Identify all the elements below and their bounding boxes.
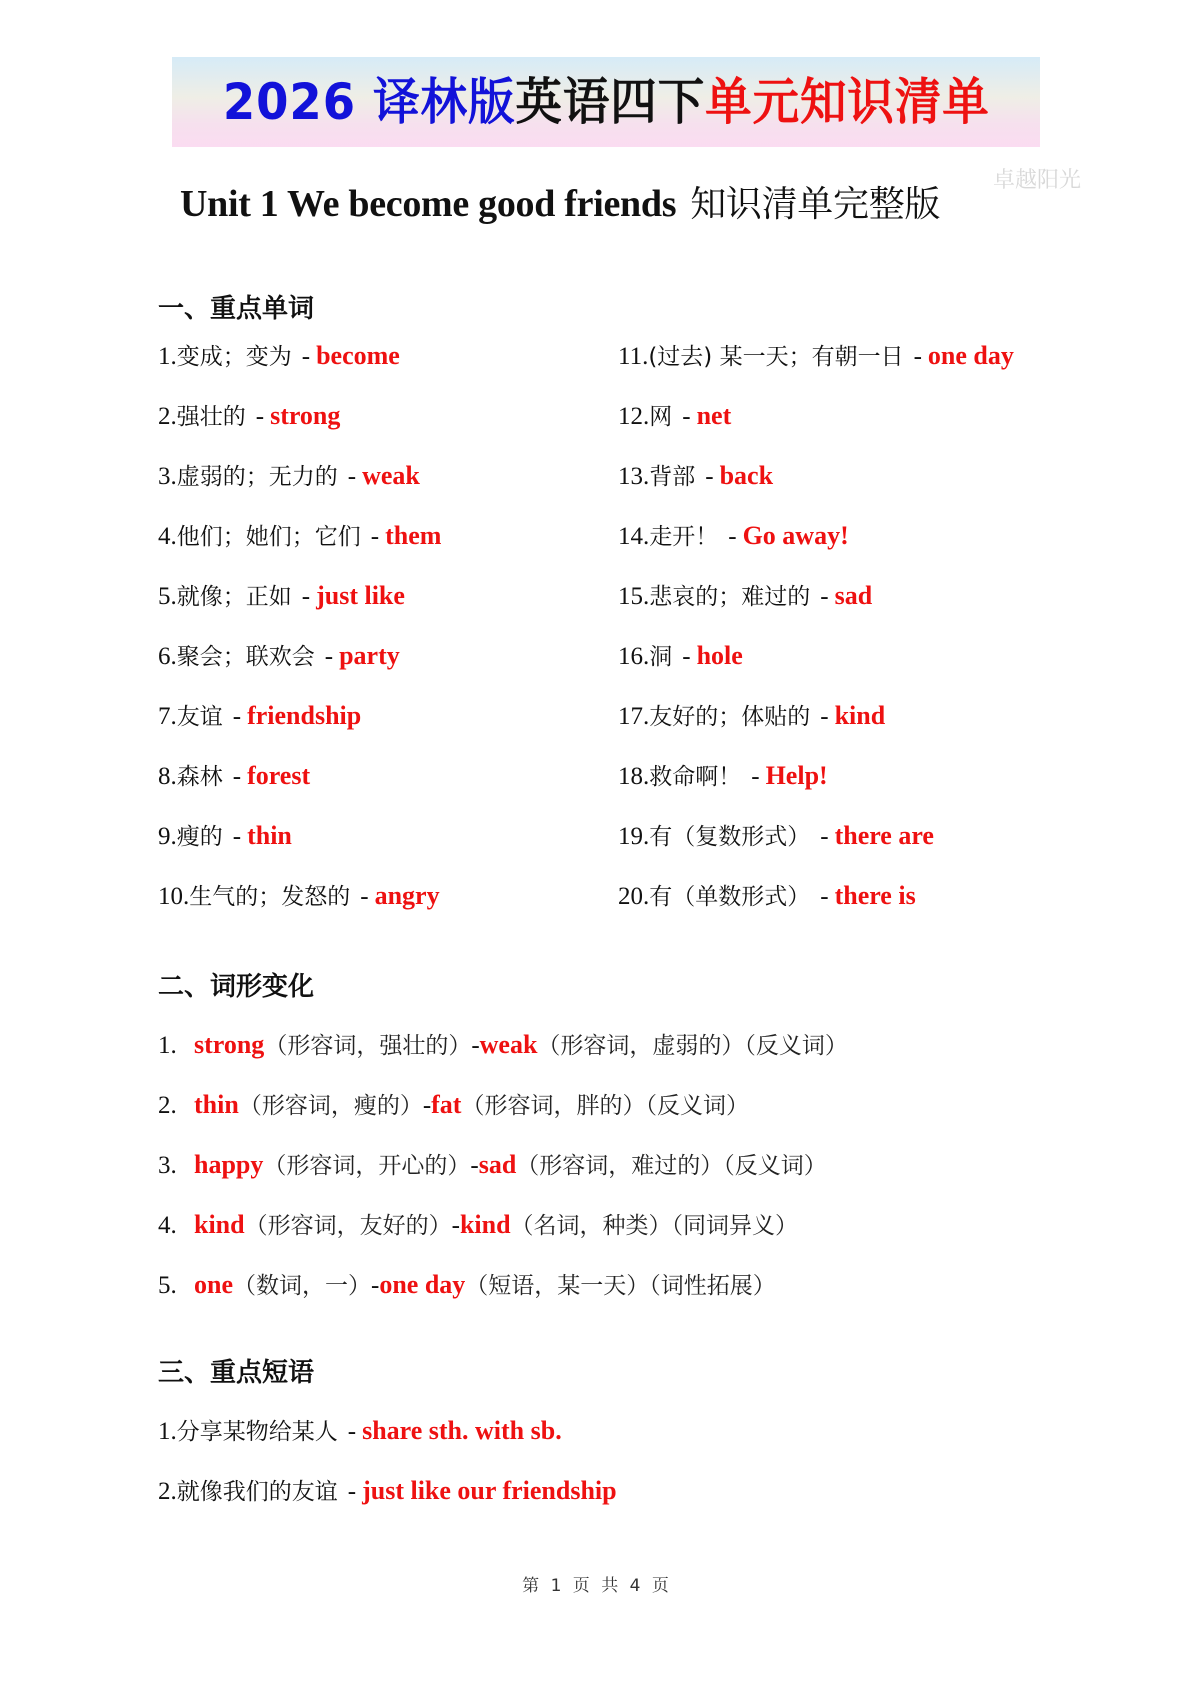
item-number: 12. xyxy=(618,403,650,430)
related-word-note: （名词，种类）（同词异义） xyxy=(510,1213,799,1239)
vocab-item: 16.洞 - hole xyxy=(618,641,743,670)
related-word-note: （短语，某一天）（词性拓展） xyxy=(465,1273,776,1299)
english-word: strong xyxy=(270,401,341,430)
item-number: 4. xyxy=(158,1212,177,1239)
vocab-item: 8.森林 - forest xyxy=(158,761,311,790)
chinese-meaning: 生气的；发怒的 xyxy=(189,884,351,910)
base-word: kind xyxy=(194,1210,245,1239)
vocab-item: 4.他们；她们；它们 - them xyxy=(158,521,442,550)
english-word: them xyxy=(385,521,442,550)
english-word: friendship xyxy=(247,701,362,730)
english-word: Go away! xyxy=(742,521,849,550)
banner-title-checklist: 单元知识清单 xyxy=(704,73,990,131)
vocab-item: 20.有（单数形式） - there is xyxy=(618,881,916,910)
chinese-meaning: 就像；正如 xyxy=(176,584,292,610)
item-number: 1. xyxy=(158,1418,177,1445)
item-number: 3. xyxy=(158,463,177,490)
page-footer: 第 1 页 共 4 页 xyxy=(522,1576,669,1596)
english-word: become xyxy=(316,341,400,370)
english-word: there are xyxy=(834,821,934,850)
english-word: forest xyxy=(247,761,311,790)
item-number: 2. xyxy=(158,403,177,430)
section-title-word-forms: 二、词形变化 xyxy=(158,972,315,1002)
phrase-item: 1.分享某物给某人 - share sth. with sb. xyxy=(158,1416,562,1445)
base-word-note: （形容词，开心的） xyxy=(263,1153,471,1179)
item-number: 1. xyxy=(158,343,177,370)
title-banner xyxy=(172,57,1040,147)
word-form-item: 5. one（数词，一）-one day（短语，某一天）（词性拓展） xyxy=(158,1270,776,1299)
item-number: 9. xyxy=(158,823,177,850)
english-word: Help! xyxy=(765,761,828,790)
chinese-meaning: 友好的；体贴的 xyxy=(649,704,811,730)
banner-title-edition: 2026 译林版 xyxy=(222,73,516,131)
vocab-item: 12.网 - net xyxy=(618,401,732,430)
chinese-meaning: 悲哀的；难过的 xyxy=(649,584,811,610)
vocab-item: 13.背部 - back xyxy=(618,461,774,490)
base-word-note: （形容词，强壮的） xyxy=(264,1033,472,1059)
related-word-note: （形容词，虚弱的）（反义词） xyxy=(537,1033,848,1059)
item-number: 17. xyxy=(618,703,650,730)
word-form-item: 4. kind（形容词，友好的）-kind（名词，种类）（同词异义） xyxy=(158,1210,799,1239)
related-word-note: （形容词，难过的）（反义词） xyxy=(516,1153,827,1179)
item-number: 14. xyxy=(618,523,650,550)
word-form-item: 1. strong（形容词，强壮的）-weak（形容词，虚弱的）（反义词） xyxy=(158,1030,848,1059)
item-number: 5. xyxy=(158,1272,177,1299)
page-title xyxy=(180,176,940,227)
chinese-meaning: 变成；变为 xyxy=(176,344,292,370)
chinese-meaning: 有（复数形式） xyxy=(649,824,811,850)
chinese-meaning: 强壮的 xyxy=(176,404,246,430)
item-number: 1. xyxy=(158,1032,177,1059)
english-word: party xyxy=(339,641,400,670)
watermark: 卓越阳光 xyxy=(993,168,1082,193)
word-form-item: 3. happy（形容词，开心的）-sad（形容词，难过的）（反义词） xyxy=(158,1150,827,1179)
item-number: 10. xyxy=(158,883,190,910)
english-word: back xyxy=(719,461,774,490)
vocab-item: 2.强壮的 - strong xyxy=(158,401,341,430)
item-number: 11. xyxy=(618,343,649,370)
chinese-meaning: 有（单数形式） xyxy=(649,884,811,910)
vocab-item: 6.聚会；联欢会 - party xyxy=(158,641,400,670)
vocab-item: 3.虚弱的；无力的 - weak xyxy=(158,461,420,490)
item-number: 2. xyxy=(158,1478,177,1505)
related-word-note: （形容词，胖的）（反义词） xyxy=(461,1093,749,1119)
base-word: one xyxy=(194,1270,233,1299)
vocab-item: 19.有（复数形式） - there are xyxy=(618,821,934,850)
item-number: 3. xyxy=(158,1152,177,1179)
vocab-item: 7.友谊 - friendship xyxy=(158,701,362,730)
chinese-meaning: 森林 xyxy=(176,764,223,790)
related-word: one day xyxy=(379,1270,466,1299)
chinese-meaning: 网 xyxy=(649,404,673,430)
item-number: 6. xyxy=(158,643,177,670)
english-word: net xyxy=(696,401,732,430)
item-number: 8. xyxy=(158,763,177,790)
chinese-meaning: 友谊 xyxy=(176,704,223,730)
item-number: 15. xyxy=(618,583,650,610)
chinese-meaning: 聚会；联欢会 xyxy=(176,644,315,670)
base-word: happy xyxy=(194,1150,264,1179)
phrase-item: 2.就像我们的友谊 - just like our friendship xyxy=(158,1476,617,1505)
base-word: thin xyxy=(194,1090,239,1119)
vocab-item: 5.就像；正如 - just like xyxy=(158,581,405,610)
vocab-item: 18.救命啊！ - Help! xyxy=(618,761,828,790)
chinese-meaning: 走开！ xyxy=(649,524,719,550)
section-title-vocabulary: 一、重点单词 xyxy=(158,294,315,324)
english-word: kind xyxy=(834,701,886,730)
chinese-meaning: 虚弱的；无力的 xyxy=(176,464,338,490)
unit-title-chinese: 知识清单完整版 xyxy=(690,184,941,225)
chinese-meaning: 分享某物给某人 xyxy=(176,1419,338,1445)
english-phrase: share sth. with sb. xyxy=(362,1416,562,1445)
chinese-meaning: (过去) 某一天；有朝一日 xyxy=(648,344,904,370)
item-number: 2. xyxy=(158,1092,177,1119)
banner-title xyxy=(222,73,990,131)
banner-title-subject: 英语四下 xyxy=(515,73,705,131)
english-word: hole xyxy=(696,641,743,670)
item-number: 5. xyxy=(158,583,177,610)
vocab-item: 1.变成；变为 - become xyxy=(158,341,400,370)
vocab-item: 17.友好的；体贴的 - kind xyxy=(618,701,886,730)
vocab-item: 10.生气的；发怒的 - angry xyxy=(158,881,440,910)
unit-title: Unit 1 We become good friends xyxy=(180,183,677,225)
item-number: 4. xyxy=(158,523,177,550)
item-number: 20. xyxy=(618,883,650,910)
english-word: thin xyxy=(247,821,292,850)
chinese-meaning: 就像我们的友谊 xyxy=(176,1479,338,1505)
base-word-note: （数词，一） xyxy=(233,1273,371,1299)
related-word: weak xyxy=(479,1030,538,1059)
base-word-note: （形容词，瘦的） xyxy=(238,1093,423,1119)
chinese-meaning: 洞 xyxy=(649,644,673,670)
section-title-phrases: 三、重点短语 xyxy=(158,1358,315,1388)
base-word: strong xyxy=(194,1030,265,1059)
word-form-item: 2. thin（形容词，瘦的）-fat（形容词，胖的）（反义词） xyxy=(158,1090,749,1119)
item-number: 16. xyxy=(618,643,650,670)
chinese-meaning: 他们；她们；它们 xyxy=(176,524,361,550)
chinese-meaning: 救命啊！ xyxy=(649,764,742,790)
item-number: 13. xyxy=(618,463,650,490)
related-word: sad xyxy=(478,1150,517,1179)
related-word: kind xyxy=(459,1210,511,1239)
base-word-note: （形容词，友好的） xyxy=(244,1213,452,1239)
english-word: angry xyxy=(374,881,440,910)
vocab-item: 15.悲哀的；难过的 - sad xyxy=(618,581,873,610)
vocab-item: 9.瘦的 - thin xyxy=(158,821,292,850)
item-number: 18. xyxy=(618,763,650,790)
english-word: there is xyxy=(834,881,916,910)
english-word: weak xyxy=(362,461,420,490)
english-word: sad xyxy=(834,581,873,610)
vocab-item: 11.(过去) 某一天；有朝一日 - one day xyxy=(618,341,1014,370)
item-number: 19. xyxy=(618,823,650,850)
chinese-meaning: 背部 xyxy=(649,464,696,490)
english-word: just like xyxy=(316,581,405,610)
chinese-meaning: 瘦的 xyxy=(176,824,223,850)
english-phrase: just like our friendship xyxy=(362,1476,617,1505)
related-word: fat xyxy=(431,1090,462,1119)
english-word: one day xyxy=(927,341,1014,370)
vocab-item: 14.走开！ - Go away! xyxy=(618,521,849,550)
item-number: 7. xyxy=(158,703,177,730)
